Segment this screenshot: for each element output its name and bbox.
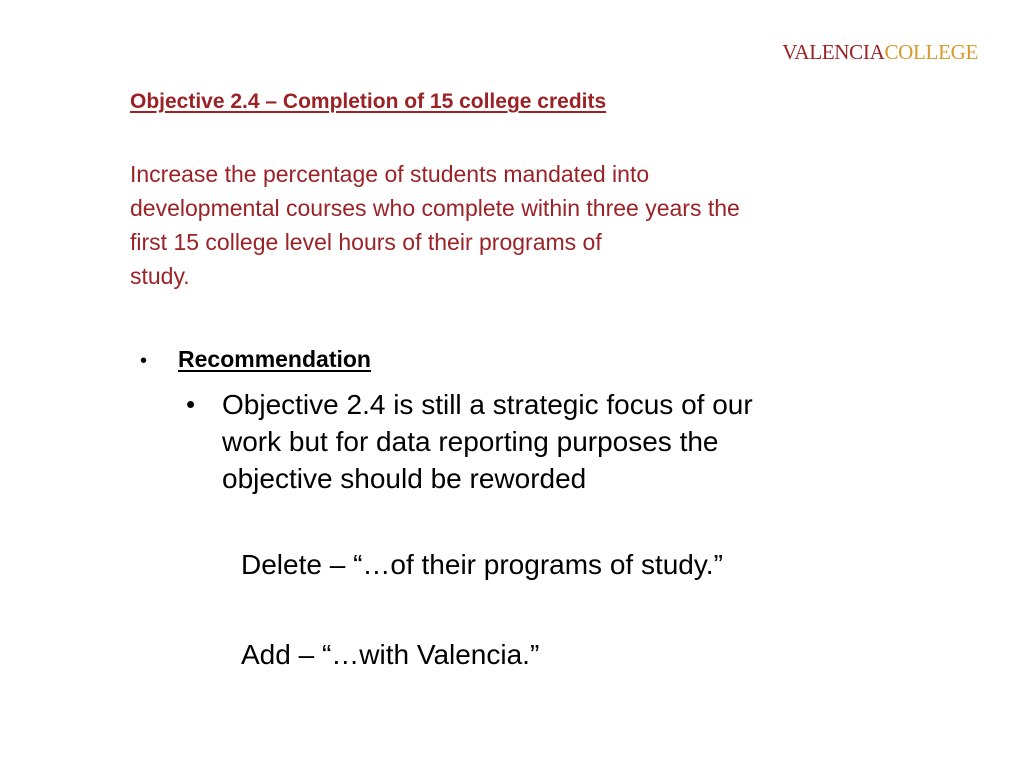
logo-college-text: COLLEGE xyxy=(884,40,978,64)
slide-title: Objective 2.4 – Completion of 15 college credits xyxy=(130,90,607,113)
objective-line: Increase the percentage of students mandated into xyxy=(130,161,650,187)
recommendation-line: work but for data reporting purposes the xyxy=(222,426,719,457)
recommendation-sub-bullet xyxy=(186,386,906,497)
delete-instruction: Delete – “…of their programs of study.” xyxy=(241,549,723,580)
bullet-icon: • xyxy=(140,350,148,372)
recommendation-line: objective should be reworded xyxy=(222,463,587,494)
objective-line: study. xyxy=(130,263,190,289)
recommendation-heading xyxy=(140,346,371,373)
recommendation-text xyxy=(222,386,753,497)
objective-line: first 15 college level hours of their programs of xyxy=(130,229,602,255)
add-instruction: Add – “…with Valencia.” xyxy=(241,639,540,670)
recommendation-line: Objective 2.4 is still a strategic focus of our xyxy=(222,389,753,420)
valencia-college-logo xyxy=(782,42,978,63)
objective-line: developmental courses who complete within three years the xyxy=(130,195,740,221)
recommendation-label: Recommendation xyxy=(178,346,371,372)
logo-valencia-text: VALENCIA xyxy=(782,40,885,64)
bullet-icon: • xyxy=(186,389,196,419)
objective-description xyxy=(130,157,910,293)
